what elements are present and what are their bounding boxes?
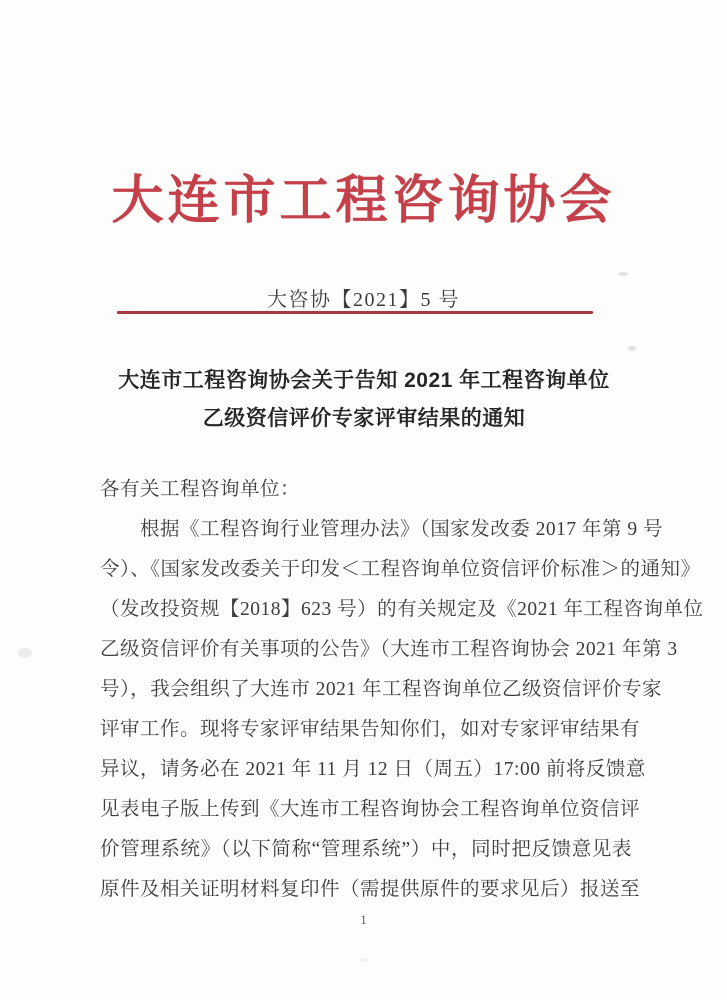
page-number: 1 <box>360 912 367 927</box>
scan-artifact <box>628 346 636 351</box>
body-line: 评审工作。现将专家评审结果告知你们，如对专家评审结果有 <box>100 719 641 740</box>
body-line: 原件及相关证明材料复印件（需提供原件的要求见后）报送至 <box>100 879 641 900</box>
letterhead-org-name: 大连市工程咨询协会 <box>111 173 616 230</box>
scan-artifact <box>618 272 628 276</box>
notice-title-line2: 乙级资信评价专家评审结果的通知 <box>202 407 526 430</box>
red-divider-rule <box>117 311 593 314</box>
body-line: 乙级资信评价有关事项的公告》（大连市工程咨询协会 2021 年第 3 <box>100 639 678 660</box>
salutation-line: 各有关工程咨询单位： <box>100 479 301 500</box>
body-line: 见表电子版上传到《大连市工程咨询协会工程咨询单位资信评 <box>100 799 641 820</box>
scan-artifact <box>18 648 32 658</box>
body-line: 异议，请务必在 2021 年 11 月 12 日（周五）17:00 前将反馈意 <box>100 759 646 780</box>
notice-body <box>100 470 704 910</box>
body-line: 号），我会组织了大连市 2021 年工程咨询单位乙级资信评价专家 <box>100 679 663 700</box>
body-line: 价管理系统》（以下简称“管理系统”）中，同时把反馈意见表 <box>100 839 632 860</box>
notice-title <box>64 362 664 438</box>
scan-artifact <box>360 958 369 962</box>
notice-title-line1: 大连市工程咨询协会关于告知 2021 年工程咨询单位 <box>118 369 610 392</box>
document-reference-number: 大咨协【2021】5 号 <box>267 289 460 311</box>
body-line: （发改投资规【2018】623 号）的有关规定及《2021 年工程咨询单位 <box>100 599 704 620</box>
body-line: 令）、《国家发改委关于印发＜工程咨询单位资信评价标准＞的通知》 <box>100 559 701 580</box>
body-line: 根据《工程咨询行业管理办法》（国家发改委 2017 年第 9 号 <box>140 519 664 540</box>
